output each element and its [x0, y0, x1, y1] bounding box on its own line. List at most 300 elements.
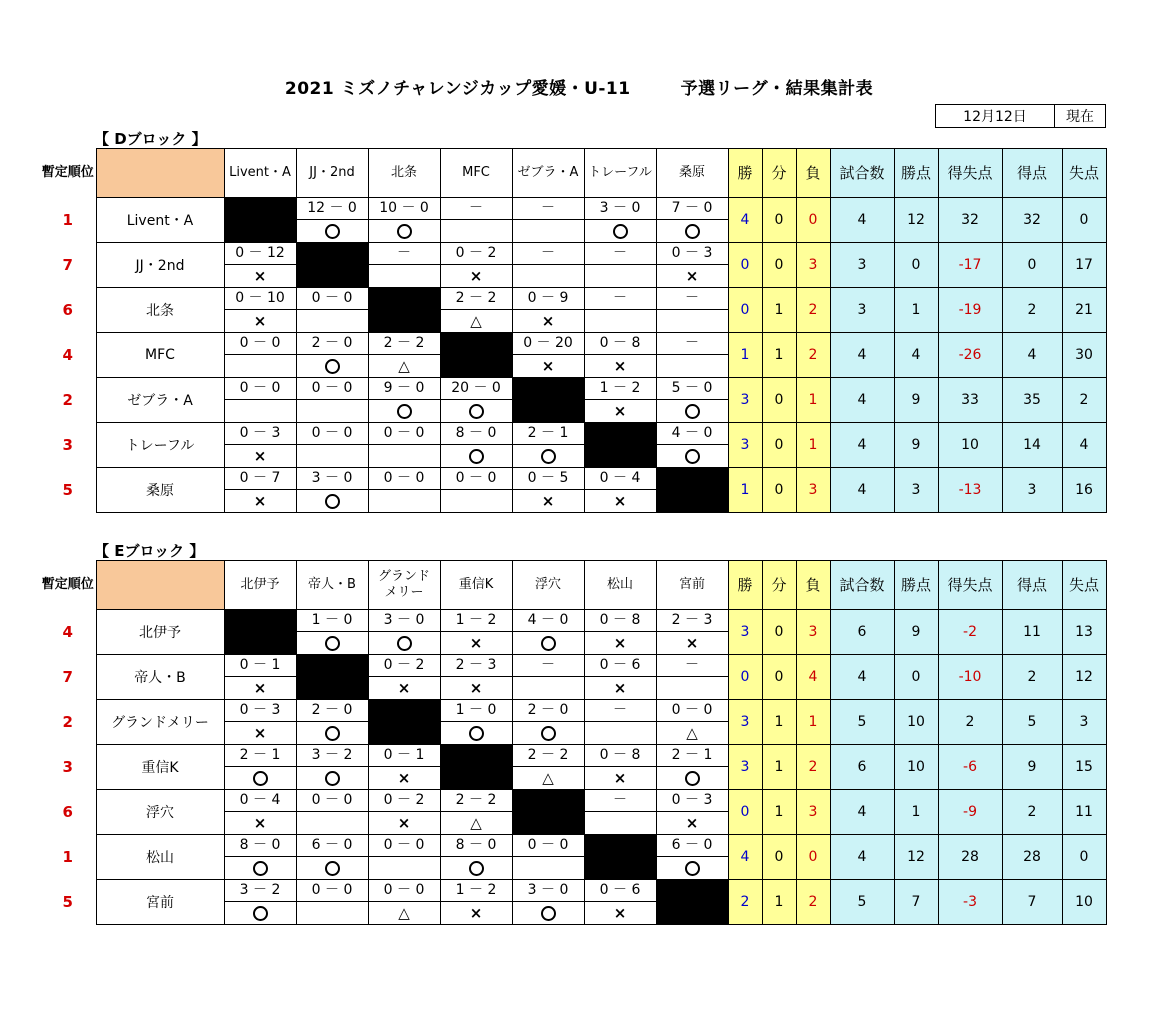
match-outcome: × [613, 357, 627, 375]
rank-value: 1 [62, 848, 73, 866]
stat-value: -9 [938, 790, 1002, 835]
table-row [40, 378, 1106, 423]
stat-value: -3 [938, 880, 1002, 925]
match-result-cell [584, 790, 656, 835]
match-result-cell [512, 835, 584, 880]
match-result-cell [296, 790, 368, 835]
stat-value: 28 [938, 835, 1002, 880]
match-score: 0 － 0 [441, 468, 512, 490]
team-name: 桑原 [96, 468, 224, 513]
stat-header: 勝点 [894, 149, 938, 198]
match-result-cell [656, 835, 728, 880]
match-score: 0 － 0 [297, 423, 368, 445]
stat-header: 得点 [1002, 149, 1062, 198]
match-outcome [297, 902, 368, 924]
stat-value: 2 [1002, 288, 1062, 333]
match-score: 0 － 3 [657, 790, 728, 812]
stat-value: 0 [762, 835, 796, 880]
team-column-label: 帝人・B [308, 577, 356, 592]
match-score: － [657, 333, 728, 355]
table-row [40, 790, 1106, 835]
match-score: 0 － 10 [225, 288, 296, 310]
stat-value: 10 [894, 745, 938, 790]
team-column-label: ゼブラ・A [517, 165, 579, 180]
stat-header: 失点 [1062, 149, 1106, 198]
match-result-cell [296, 835, 368, 880]
match-score: 0 － 0 [225, 333, 296, 355]
match-outcome: △ [470, 312, 482, 330]
table-row [40, 700, 1106, 745]
match-result-cell [296, 288, 368, 333]
match-score: 3 － 0 [297, 468, 368, 490]
stat-header: 分 [762, 561, 796, 610]
match-score: 3 － 2 [225, 880, 296, 902]
match-score: 0 － 2 [441, 243, 512, 265]
match-score: 0 － 1 [369, 745, 440, 767]
team-column-label: 桑原 [678, 165, 705, 180]
stat-value: 13 [1062, 610, 1106, 655]
stat-value: 35 [1002, 378, 1062, 423]
match-score: 0 － 0 [369, 468, 440, 490]
win-circle-icon [325, 494, 340, 509]
match-outcome [441, 445, 512, 467]
stat-value: 3 [1062, 700, 1106, 745]
team-column-label: Livent・A [229, 165, 291, 180]
match-outcome [297, 355, 368, 377]
team-column-header [440, 561, 512, 610]
match-score: 0 － 5 [513, 468, 584, 490]
match-score: 0 － 0 [369, 835, 440, 857]
team-column-header [584, 561, 656, 610]
match-outcome [441, 490, 512, 512]
stat-value: 2 [938, 700, 1002, 745]
team-name: 宮前 [96, 880, 224, 925]
match-result-cell [656, 378, 728, 423]
match-score: 0 － 3 [225, 700, 296, 722]
match-result-cell [368, 655, 440, 700]
match-outcome [297, 722, 368, 744]
stat-value: 4 [830, 655, 894, 700]
stat-value: 32 [1002, 198, 1062, 243]
match-outcome [225, 355, 296, 377]
match-score: 12 － 0 [297, 198, 368, 220]
win-circle-icon [469, 726, 484, 741]
stat-value: 5 [830, 880, 894, 925]
match-score: 0 － 3 [225, 423, 296, 445]
match-score: 2 － 0 [513, 700, 584, 722]
stat-value: 3 [796, 610, 830, 655]
match-score: 7 － 0 [657, 198, 728, 220]
stat-value: 1 [762, 790, 796, 835]
table-row [40, 745, 1106, 790]
match-outcome: × [685, 267, 699, 285]
team-name: 浮穴 [96, 790, 224, 835]
match-outcome: △ [470, 814, 482, 832]
table-row [40, 880, 1106, 925]
match-outcome [585, 265, 656, 287]
match-outcome: × [613, 904, 627, 922]
match-result-cell [440, 243, 512, 288]
match-score: 0 － 0 [297, 790, 368, 812]
match-score: 0 － 3 [657, 243, 728, 265]
match-result-cell [368, 378, 440, 423]
win-circle-icon [685, 224, 700, 239]
self-match-cell [224, 610, 296, 655]
stat-value: 4 [894, 333, 938, 378]
match-result-cell [440, 835, 512, 880]
win-circle-icon [325, 636, 340, 651]
match-result-cell [512, 880, 584, 925]
win-circle-icon [325, 861, 340, 876]
rank-value: 2 [62, 391, 73, 409]
team-column-header [512, 149, 584, 198]
match-result-cell [440, 378, 512, 423]
match-result-cell [224, 745, 296, 790]
win-circle-icon [685, 449, 700, 464]
team-column-label: JJ・2nd [309, 165, 355, 180]
team-column-label: グランド メリー [377, 569, 430, 600]
win-circle-icon [541, 449, 556, 464]
table-row [40, 243, 1106, 288]
match-outcome: △ [398, 357, 410, 375]
team-name: JJ・2nd [96, 243, 224, 288]
stat-value: 1 [796, 378, 830, 423]
match-outcome: × [541, 357, 555, 375]
match-result-cell [440, 468, 512, 513]
win-circle-icon [469, 449, 484, 464]
rank-value: 6 [62, 301, 73, 319]
match-result-cell [368, 790, 440, 835]
match-outcome [513, 857, 584, 879]
match-result-cell [368, 835, 440, 880]
match-score: 5 － 0 [657, 378, 728, 400]
match-outcome: × [613, 492, 627, 510]
stat-value: 0 [728, 790, 762, 835]
match-result-cell [368, 333, 440, 378]
win-circle-icon [541, 906, 556, 921]
match-outcome [297, 857, 368, 879]
match-outcome: × [541, 492, 555, 510]
stat-value: 4 [830, 378, 894, 423]
match-outcome [657, 445, 728, 467]
match-result-cell [224, 835, 296, 880]
match-score: 2 － 1 [225, 745, 296, 767]
win-circle-icon [253, 906, 268, 921]
match-outcome [297, 632, 368, 654]
self-match-cell [656, 468, 728, 513]
match-score: － [585, 790, 656, 812]
match-outcome: × [253, 267, 267, 285]
team-name: 北伊予 [96, 610, 224, 655]
match-score: 0 － 2 [369, 655, 440, 677]
match-result-cell [368, 243, 440, 288]
team-column-header [224, 149, 296, 198]
match-result-cell [224, 700, 296, 745]
match-outcome [225, 902, 296, 924]
match-result-cell [512, 333, 584, 378]
team-column-label: トレーフル [588, 165, 652, 180]
match-outcome [585, 220, 656, 242]
stat-value: 1 [762, 700, 796, 745]
team-column-header [296, 561, 368, 610]
match-result-cell [296, 378, 368, 423]
page-title [0, 74, 1158, 99]
rank-value: 6 [62, 803, 73, 821]
match-outcome [513, 220, 584, 242]
rank-value: 3 [62, 758, 73, 776]
win-circle-icon [253, 771, 268, 786]
match-result-cell [440, 790, 512, 835]
match-outcome [441, 722, 512, 744]
match-result-cell [656, 243, 728, 288]
win-circle-icon [397, 224, 412, 239]
match-score: 2 － 2 [369, 333, 440, 355]
date-suffix: 現在 [1066, 109, 1094, 125]
stat-value: 10 [894, 700, 938, 745]
corner-cell [96, 561, 224, 610]
match-result-cell [224, 790, 296, 835]
rank-value: 7 [62, 668, 73, 686]
team-column-header [296, 149, 368, 198]
stat-header: 得点 [1002, 561, 1062, 610]
rank-value: 1 [62, 211, 73, 229]
win-circle-icon [397, 404, 412, 419]
stat-value: 5 [830, 700, 894, 745]
match-score: － [585, 700, 656, 722]
stat-value: 4 [830, 423, 894, 468]
match-result-cell [440, 610, 512, 655]
stat-value: 4 [830, 198, 894, 243]
match-score: 1 － 2 [441, 880, 512, 902]
header-row [40, 561, 1106, 610]
match-score: 0 － 6 [585, 655, 656, 677]
stat-value: 7 [1002, 880, 1062, 925]
stat-value: 1 [894, 790, 938, 835]
match-score: 3 － 0 [585, 198, 656, 220]
stat-value: 0 [894, 243, 938, 288]
stat-value: 3 [796, 790, 830, 835]
match-result-cell [512, 198, 584, 243]
match-outcome: △ [542, 769, 554, 787]
table-row [40, 198, 1106, 243]
match-outcome: × [469, 267, 483, 285]
match-result-cell [656, 610, 728, 655]
match-outcome: × [253, 492, 267, 510]
stat-value: 9 [894, 423, 938, 468]
team-column-header [656, 561, 728, 610]
stat-value: 4 [1062, 423, 1106, 468]
match-outcome [585, 812, 656, 834]
match-result-cell [656, 198, 728, 243]
stat-value: 7 [894, 880, 938, 925]
stat-value: 0 [762, 423, 796, 468]
match-result-cell [656, 288, 728, 333]
stat-value: 6 [830, 745, 894, 790]
match-outcome [513, 677, 584, 699]
team-name: トレーフル [96, 423, 224, 468]
stat-value: 0 [762, 378, 796, 423]
match-score: 0 － 20 [513, 333, 584, 355]
match-outcome: × [469, 634, 483, 652]
team-column-label: 浮穴 [534, 577, 561, 592]
stat-value: 9 [894, 378, 938, 423]
win-circle-icon [541, 726, 556, 741]
win-circle-icon [397, 636, 412, 651]
match-result-cell [224, 333, 296, 378]
table-row [40, 423, 1106, 468]
stat-value: 4 [830, 468, 894, 513]
match-score: 8 － 0 [441, 423, 512, 445]
stat-value: 3 [796, 468, 830, 513]
header-row [40, 149, 1106, 198]
match-outcome [657, 857, 728, 879]
team-column-label: 宮前 [678, 577, 705, 592]
match-outcome: × [253, 312, 267, 330]
stat-value: 12 [894, 198, 938, 243]
match-result-cell [512, 655, 584, 700]
match-outcome [297, 400, 368, 422]
match-result-cell [584, 378, 656, 423]
stat-value: 3 [728, 700, 762, 745]
match-result-cell [512, 610, 584, 655]
match-result-cell [512, 243, 584, 288]
team-column-header [368, 561, 440, 610]
match-score: 2 － 2 [441, 288, 512, 310]
rank-value: 2 [62, 713, 73, 731]
stat-value: -10 [938, 655, 1002, 700]
match-score: － [585, 243, 656, 265]
stat-value: 9 [894, 610, 938, 655]
match-score: 0 － 6 [585, 880, 656, 902]
match-score: 6 － 0 [657, 835, 728, 857]
match-outcome [657, 767, 728, 789]
team-name: グランドメリー [96, 700, 224, 745]
match-result-cell [224, 288, 296, 333]
match-result-cell [296, 468, 368, 513]
match-score: － [657, 655, 728, 677]
stat-value: 0 [894, 655, 938, 700]
match-score: 0 － 0 [657, 700, 728, 722]
stat-value: -17 [938, 243, 1002, 288]
team-column-label: MFC [462, 165, 490, 180]
stat-value: 1 [894, 288, 938, 333]
match-outcome [297, 767, 368, 789]
stat-value: 10 [938, 423, 1002, 468]
match-result-cell [224, 378, 296, 423]
stat-value: 15 [1062, 745, 1106, 790]
match-result-cell [584, 198, 656, 243]
match-score: － [585, 288, 656, 310]
team-column-header [368, 149, 440, 198]
match-score: 0 － 8 [585, 745, 656, 767]
title-sub: 予選リーグ・結果集計表 [680, 79, 874, 99]
stat-value: 0 [762, 468, 796, 513]
match-score: － [513, 243, 584, 265]
team-column-header [440, 149, 512, 198]
match-result-cell [440, 880, 512, 925]
stat-value: 0 [728, 288, 762, 333]
stat-value: -19 [938, 288, 1002, 333]
stat-value: 3 [796, 243, 830, 288]
match-outcome [369, 445, 440, 467]
match-result-cell [368, 423, 440, 468]
stat-value: -6 [938, 745, 1002, 790]
stat-value: 4 [1002, 333, 1062, 378]
stat-value: 3 [830, 243, 894, 288]
match-score: 0 － 0 [513, 835, 584, 857]
match-outcome: × [397, 679, 411, 697]
stat-value: 0 [1062, 835, 1106, 880]
win-circle-icon [685, 404, 700, 419]
stat-value: 4 [830, 333, 894, 378]
self-match-cell [368, 288, 440, 333]
match-score: 0 － 2 [369, 790, 440, 812]
match-result-cell [512, 745, 584, 790]
match-result-cell [368, 745, 440, 790]
match-score: 0 － 4 [585, 468, 656, 490]
stat-value: 2 [796, 288, 830, 333]
match-score: 9 － 0 [369, 378, 440, 400]
match-score: 3 － 2 [297, 745, 368, 767]
match-result-cell [368, 610, 440, 655]
rank-value: 4 [62, 623, 73, 641]
match-result-cell [224, 655, 296, 700]
match-result-cell [296, 880, 368, 925]
match-result-cell [440, 198, 512, 243]
stat-value: 2 [796, 333, 830, 378]
match-score: 4 － 0 [657, 423, 728, 445]
match-outcome: × [469, 679, 483, 697]
match-score: 2 － 2 [441, 790, 512, 812]
stat-value: 17 [1062, 243, 1106, 288]
title-main: 2021 ミズノチャレンジカップ愛媛・U-11 [284, 79, 631, 99]
match-result-cell [512, 700, 584, 745]
match-outcome: × [685, 634, 699, 652]
stat-value: 2 [1002, 655, 1062, 700]
match-outcome: × [469, 904, 483, 922]
stat-value: -26 [938, 333, 1002, 378]
match-score: － [369, 243, 440, 265]
match-outcome: × [397, 769, 411, 787]
team-column-label: 松山 [606, 577, 633, 592]
stat-value: 0 [728, 655, 762, 700]
match-score: 2 － 3 [657, 610, 728, 632]
match-result-cell [584, 468, 656, 513]
stat-value: 11 [1062, 790, 1106, 835]
match-score: 0 － 0 [297, 378, 368, 400]
win-circle-icon [685, 771, 700, 786]
stat-header: 得失点 [938, 561, 1002, 610]
match-score: 8 － 0 [441, 835, 512, 857]
stat-value: 0 [762, 243, 796, 288]
match-outcome [297, 220, 368, 242]
match-result-cell [224, 243, 296, 288]
date-box [935, 104, 1106, 128]
match-outcome [513, 445, 584, 467]
stat-value: 5 [1002, 700, 1062, 745]
stat-value: 11 [1002, 610, 1062, 655]
match-score: 0 － 7 [225, 468, 296, 490]
match-score: 2 － 2 [513, 745, 584, 767]
stat-value: 6 [830, 610, 894, 655]
stat-value: -13 [938, 468, 1002, 513]
match-result-cell [584, 655, 656, 700]
stat-header: 負 [796, 561, 830, 610]
match-score: 10 － 0 [369, 198, 440, 220]
match-outcome: × [685, 814, 699, 832]
match-outcome [369, 490, 440, 512]
team-column-header [584, 149, 656, 198]
